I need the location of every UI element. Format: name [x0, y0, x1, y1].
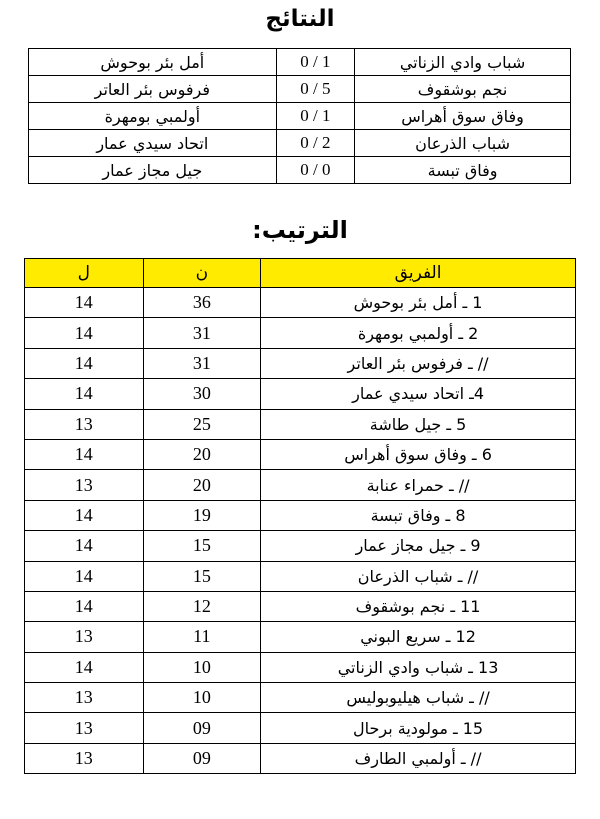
team-name: 9 ـ جيل مجاز عمار [261, 531, 576, 561]
team-played: 14 [25, 591, 144, 621]
team-points: 36 [143, 288, 261, 318]
team-played: 14 [25, 531, 144, 561]
standings-row [25, 683, 576, 713]
standings-row [25, 713, 576, 743]
home-team: وفاق تبسة [355, 157, 571, 184]
team-played: 14 [25, 561, 144, 591]
match-score: 0 / 2 [276, 130, 355, 157]
team-played: 14 [25, 288, 144, 318]
team-played: 13 [25, 409, 144, 439]
away-team: اتحاد سيدي عمار [29, 130, 277, 157]
team-played: 14 [25, 439, 144, 469]
team-name: // ـ شباب الذرعان [261, 561, 576, 591]
result-row [29, 130, 571, 157]
standings-row [25, 409, 576, 439]
away-team: أمل بئر بوحوش [29, 49, 277, 76]
results-title: النتائج [265, 6, 335, 32]
home-team: شباب وادي الزناتي [355, 49, 571, 76]
team-points: 15 [143, 531, 261, 561]
team-played: 14 [25, 379, 144, 409]
team-name: 15 ـ مولودية برحال [261, 713, 576, 743]
team-points: 09 [143, 743, 261, 773]
team-points: 11 [143, 622, 261, 652]
team-name: // ـ شباب هيليوبوليس [261, 683, 576, 713]
team-name: 13 ـ شباب وادي الزناتي [261, 652, 576, 682]
team-played: 13 [25, 683, 144, 713]
away-team: أولمبي بومهرة [29, 103, 277, 130]
team-played: 13 [25, 713, 144, 743]
team-played: 14 [25, 500, 144, 530]
team-points: 10 [143, 683, 261, 713]
standings-row [25, 591, 576, 621]
standings-row [25, 439, 576, 469]
team-points: 10 [143, 652, 261, 682]
team-name: 12 ـ سريع البوني [261, 622, 576, 652]
standings-row [25, 470, 576, 500]
team-name: 8 ـ وفاق تبسة [261, 500, 576, 530]
team-name: 4ـ اتحاد سيدي عمار [261, 379, 576, 409]
result-row [29, 76, 571, 103]
match-score: 0 / 0 [276, 157, 355, 184]
standings-header-row [25, 259, 576, 288]
team-points: 25 [143, 409, 261, 439]
standings-row [25, 500, 576, 530]
team-points: 31 [143, 318, 261, 348]
match-score: 0 / 1 [276, 103, 355, 130]
team-name: // ـ حمراء عنابة [261, 470, 576, 500]
result-row [29, 157, 571, 184]
header-points: ن [143, 259, 261, 288]
match-score: 0 / 5 [276, 76, 355, 103]
standings-row [25, 652, 576, 682]
team-played: 13 [25, 470, 144, 500]
standings-row [25, 743, 576, 773]
away-team: فرفوس بئر العاتر [29, 76, 277, 103]
standings-row [25, 288, 576, 318]
team-name: 6 ـ وفاق سوق أهراس [261, 439, 576, 469]
team-played: 14 [25, 652, 144, 682]
team-points: 15 [143, 561, 261, 591]
team-points: 12 [143, 591, 261, 621]
home-team: وفاق سوق أهراس [355, 103, 571, 130]
away-team: جيل مجاز عمار [29, 157, 277, 184]
team-name: 2 ـ أولمبي بومهرة [261, 318, 576, 348]
team-played: 14 [25, 348, 144, 378]
team-points: 20 [143, 439, 261, 469]
header-team: الفريق [261, 259, 576, 288]
team-name: 5 ـ جيل طاشة [261, 409, 576, 439]
team-name: // ـ فرفوس بئر العاتر [261, 348, 576, 378]
standings-row [25, 379, 576, 409]
team-points: 31 [143, 348, 261, 378]
team-name: 11 ـ نجم بوشقوف [261, 591, 576, 621]
standings-row [25, 622, 576, 652]
team-played: 14 [25, 318, 144, 348]
standings-title: الترتيب: [252, 216, 348, 244]
result-row [29, 49, 571, 76]
team-points: 19 [143, 500, 261, 530]
home-team: نجم بوشقوف [355, 76, 571, 103]
team-points: 09 [143, 713, 261, 743]
results-table [28, 48, 571, 184]
match-score: 0 / 1 [276, 49, 355, 76]
standings-row [25, 318, 576, 348]
standings-row [25, 348, 576, 378]
team-points: 30 [143, 379, 261, 409]
result-row [29, 103, 571, 130]
standings-row [25, 531, 576, 561]
team-played: 13 [25, 622, 144, 652]
team-points: 20 [143, 470, 261, 500]
team-name: // ـ أولمبي الطارف [261, 743, 576, 773]
header-played: ل [25, 259, 144, 288]
standings-table [24, 258, 576, 774]
home-team: شباب الذرعان [355, 130, 571, 157]
team-name: 1 ـ أمل بئر بوحوش [261, 288, 576, 318]
team-played: 13 [25, 743, 144, 773]
standings-row [25, 561, 576, 591]
